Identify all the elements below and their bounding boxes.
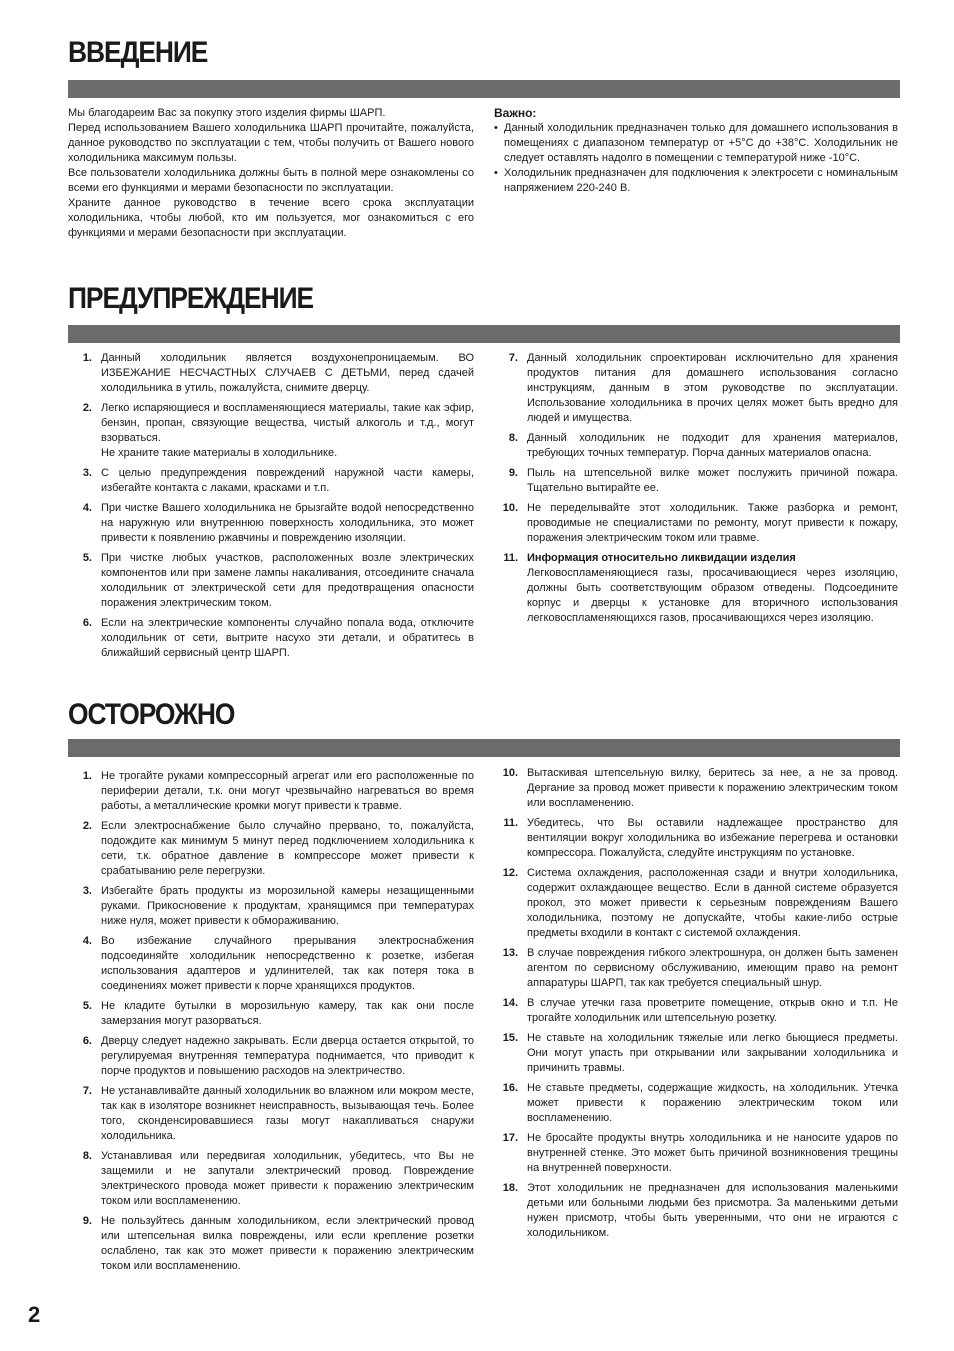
item-text: Избегайте брать продукты из морозильной камеры незащищенными руками. Прикосновение к продуктам, хранящимся при температурах ниже нуля, может привести к обмораживанию. (101, 885, 474, 927)
caution-heading: ОСТОРОЖНО (68, 698, 235, 731)
list-item (68, 769, 474, 814)
item-number: 8. (508, 432, 518, 444)
item-content (527, 501, 898, 546)
list-item (494, 501, 898, 546)
item-content (101, 551, 474, 611)
list-item (68, 501, 474, 546)
item-number: 3. (82, 467, 92, 479)
item-text: Не кладите бутылки в морозильную камеру, так как они после замерзания могут разорваться. (101, 1000, 474, 1027)
caution-list-left (68, 769, 474, 1279)
intro-paragraph: Перед использованием Вашего холодильника ШАРП прочитайте, пожалуйста, данное руководство по эксплуатации с тем, чтобы получить от Вашего нового холодильника максимум пользы. (68, 122, 474, 164)
important-title: Важно: (494, 106, 537, 120)
item-number: 7. (508, 352, 518, 364)
item-content (527, 946, 898, 991)
list-item (68, 551, 474, 611)
item-number: 4. (82, 502, 92, 514)
list-item (68, 616, 474, 661)
item-number: 8. (82, 1150, 92, 1162)
list-item (68, 884, 474, 929)
intro-paragraph: Мы благодарeим Вас за покупку этого изделия фирмы ШАРП. (68, 107, 386, 119)
item-number: 17. (502, 1132, 518, 1144)
item-text: Этот холодильник не предназначен для использования маленькими детьми или больными людьми без присмотра. За маленькими детьми нужен присмотр, чтобы быть уверенными, что они не играются с холодильником. (527, 1182, 898, 1239)
item-text: Не переделывайте этот холодильник. Также разборка и ремонт, проводимые не специалистами по ремонту, могут привести к пожару, поражения электрическим током или травме. (527, 502, 898, 544)
important-item-text: Холодильник предназначен для подключения к электросети с номинальным напряжением 220-240 В. (504, 167, 898, 194)
list-item (68, 1084, 474, 1144)
list-item (494, 996, 898, 1026)
item-content (101, 501, 474, 546)
list-item (494, 431, 898, 461)
intro-paragraph: Храните данное руководство в течение всего срока эксплуатации холодильника, чтобы любой, кто им пользуется, мог ознакомиться с его функциями и мерами безопасности при эксплуатации. (68, 197, 474, 239)
item-number: 1. (82, 352, 92, 364)
warning-list-right (494, 351, 898, 631)
warning-heading: ПРЕДУПРЕЖДЕНИЕ (68, 282, 314, 315)
item-text: С целью предупреждения повреждений наружной части камеры, избегайте контакта с лаками, красками и т.п. (101, 467, 474, 494)
item-number: 1. (82, 770, 92, 782)
item-content (527, 1081, 898, 1126)
list-item (68, 466, 474, 496)
list-item (494, 466, 898, 496)
item-number: 18. (502, 1182, 518, 1194)
item-text: Данный холодильник является воздухонепроницаемым. ВО ИЗБЕЖАНИЕ НЕСЧАСТНЫХ СЛУЧАЕВ С ДЕТЬМИ, перед сдачей холодильника в утиль, пожалуйста, снимите дверцу. (101, 352, 474, 394)
item-text: Не трогайте руками компрессорный агрегат или его расположенные по периферии детали, т.к. они могут чрезвычайно нагреваться во время работы, а металлические кромки могут привести к травме. (101, 770, 474, 812)
item-text: Не ставьте на холодильник тяжелые или легко бьющиеся предметы. Они могут упасть при открывании или закрывании холодильника и причинить травмы. (527, 1032, 898, 1074)
list-item (494, 866, 898, 941)
list-item (68, 999, 474, 1029)
intro-heading: ВВЕДЕНИЕ (68, 36, 208, 69)
list-item (68, 1214, 474, 1274)
item-number: 6. (82, 617, 92, 629)
important-item-text: Данный холодильник предназначен только для домашнего использования в помещениях с диапазоном температур от +5°С до +38°С. Холодильник не следует оставлять надолго в помещении с температурой ниже -10°С. (504, 122, 898, 164)
item-content (527, 1131, 898, 1176)
list-item (494, 1031, 898, 1076)
item-text: Пыль на штепсельной вилке может послужить причиной пожара. Тщательно вытирайте ее. (527, 467, 898, 494)
bullet-icon: • (494, 167, 498, 179)
section-divider-bar (68, 80, 900, 98)
item-number: 10. (502, 502, 518, 514)
item-number: 2. (82, 402, 92, 414)
important-item (494, 166, 898, 196)
item-content (101, 934, 474, 994)
item-number: 5. (82, 1000, 92, 1012)
list-item (68, 351, 474, 396)
list-item (68, 1149, 474, 1209)
item-text: Не ставьте предметы, содержащие жидкость, на холодильник. Утечка может привести к поражению электрическим током или воспламенению. (527, 1082, 898, 1124)
item-text: Если электроснабжение было случайно прервано, то, пожалуйста, подождите как минимум 5 минут перед подключением холодильника к сети, т.к. обратное давление в компрессоре может привести к срабатыванию реле перегрузки. (101, 820, 474, 877)
list-item (494, 1181, 898, 1241)
item-content (101, 616, 474, 661)
item-content (527, 351, 898, 426)
item-content (101, 769, 474, 814)
intro-text (68, 106, 474, 241)
list-item (68, 934, 474, 994)
caution-list-right (494, 766, 898, 1246)
list-item (494, 946, 898, 991)
item-number: 9. (82, 1215, 92, 1227)
item-content (101, 466, 474, 496)
list-item (68, 401, 474, 461)
item-number: 10. (502, 767, 518, 779)
item-content (527, 996, 898, 1026)
section-divider-bar (68, 325, 900, 343)
item-content (527, 1181, 898, 1241)
warning-list-left (68, 351, 474, 666)
intro-paragraph: Все пользователи холодильника должны быть в полной мере ознакомлены со всеми его функциями и мерами безопасности по эксплуатации. (68, 167, 474, 194)
item-text: Данный холодильник не подходит для хранения материалов, требующих точных температур. Порча данных материалов опасна. (527, 432, 898, 459)
item-number: 11. (503, 552, 518, 564)
bullet-icon: • (494, 122, 498, 134)
item-content (527, 466, 898, 496)
item-content (101, 819, 474, 879)
item-text: Не бросайте продукты внутрь холодильника и не наносите ударов по внутренней стенке. Это может быть причиной возникновения трещины на внутренней поверхности. (527, 1132, 898, 1174)
item-number: 11. (503, 817, 518, 829)
item-text: Легковоспламеняющиеся газы, просачивающиеся через изоляцию, должны быть соответствующим образом отведены. Подсоедините корпус и дверцы к установке для вторичного использования легковоспламеняющихся газов, просачивающихся через изоляцию. (527, 567, 898, 624)
item-content (527, 551, 898, 626)
item-number: 3. (82, 885, 92, 897)
list-item (494, 551, 898, 626)
item-number: 2. (82, 820, 92, 832)
item-content (101, 351, 474, 396)
item-text: Не устанавливайте данный холодильник во влажном или мокром месте, так как в изоляторе возникнет неисправность, вызывающая течь. Более того, сконденсировавшиеся газы могут накапливаться снаружи холодильника. (101, 1085, 474, 1142)
list-item (494, 1081, 898, 1126)
item-text: При чистке Вашего холодильника не брызгайте водой непосредственно на наружную или внутреннюю поверхность холодильника, это может привести к появлению ржавчины и повреждению изоляции. (101, 502, 474, 544)
item-content (527, 1031, 898, 1076)
item-text: Не пользуйтесь данным холодильником, если электрический провод или штепсельная вилка повреждены, или если крепление розетки ослаблено, так как это может привести к поражению электрическим током или воспламенению. (101, 1215, 474, 1272)
item-number: 5. (82, 552, 92, 564)
list-item (494, 1131, 898, 1176)
page-number: 2 (28, 1302, 41, 1327)
item-text: Во избежание случайного прерывания электроснабжения подсоединяйте холодильник непосредственно к розетке, избегая использования адаптеров и удлинителей, так как потеря тока в соединениях может привести к порче хранящихся продуктов. (101, 935, 474, 992)
item-content (527, 816, 898, 861)
list-item (68, 1034, 474, 1079)
item-text: Дверцу следует надежно закрывать. Если дверца остается открытой, то регулируемая внутренняя температура поднимается, что приводит к порче продуктов и повышению расходов на электричество. (101, 1035, 474, 1077)
important-note (494, 106, 898, 196)
item-content (101, 1034, 474, 1079)
section-divider-bar (68, 739, 900, 757)
item-number: 14. (502, 997, 518, 1009)
item-number: 15. (502, 1032, 518, 1044)
item-number: 7. (82, 1085, 92, 1097)
item-number: 6. (82, 1035, 92, 1047)
item-text: Данный холодильник спроектирован исключительно для хранения продуктов питания для домашнего использования согласно инструкциям, данным в этом руководстве по эксплуатации. Использование холодильника в прочих целях может быть вредно для людей и имущества. (527, 352, 898, 424)
item-text: При чистке любых участков, расположенных возле электрических компонентов или при замене лампы накаливания, отсоедините сначала холодильник от электрической сети для предотвращения опасности поражения электрическим током. (101, 552, 474, 609)
item-content (101, 401, 474, 461)
item-content (101, 884, 474, 929)
list-item (494, 351, 898, 426)
item-content (101, 1149, 474, 1209)
item-content (101, 999, 474, 1029)
list-item (68, 819, 474, 879)
item-text: Система охлаждения, расположенная сзади и внутри холодильника, содержит охлаждающее вещество. Если в данной системе образуется прокол, это может привести к серьезным повреждениям Вашего холодильника, поэтому не допускайте, чтобы какие-либо острые предметы входили в контакт с системой охлаждения. (527, 867, 898, 939)
item-text: Если на электрические компоненты случайно попала вода, отключите холодильник от сети, вытрите насухо эти детали, и обратитесь в ближайший сервисный центр ШАРП. (101, 617, 474, 659)
item-text: Устанавливая или передвигая холодильник, убедитесь, что Вы не защемили и не запутали электрический провод. Повреждение электрического провода может привести к поражению электрическим током или воспламенению. (101, 1150, 474, 1207)
important-item (494, 121, 898, 166)
item-heading: Информация относительно ликвидации изделия (527, 552, 796, 564)
item-content (101, 1214, 474, 1274)
item-content (527, 766, 898, 811)
item-text: В случае повреждения гибкого электрошнура, он должен быть заменен агентом по сервисному обслуживанию, имеющим право на ремонт аппаратуры ШАРП, так как требуется специальный шнур. (527, 947, 898, 989)
item-content (527, 866, 898, 941)
item-text: Убедитесь, что Вы оставили надлежащее пространство для вентиляции вокруг холодильника во избежание перегрева и остановки компрессора. Пожалуйста, следуйте инструкциям по установке. (527, 817, 898, 859)
list-item (494, 816, 898, 861)
item-text: Легко испаряющиеся и воспламеняющиеся материалы, такие как эфир, бензин, пропан, связующие вещества, чистый алкоголь и т.д., могут взорваться. Не храните такие материалы в холодильнике. (101, 402, 474, 459)
item-content (527, 431, 898, 461)
item-content (101, 1084, 474, 1144)
item-text: В случае утечки газа проветрите помещение, открыв окно и т.п. Не трогайте холодильник или штепсельную розетку. (527, 997, 898, 1024)
item-number: 13. (502, 947, 518, 959)
list-item (494, 766, 898, 811)
item-number: 9. (508, 467, 518, 479)
item-number: 16. (502, 1082, 518, 1094)
item-number: 12. (502, 867, 518, 879)
item-text: Вытаскивая штепсельную вилку, беритесь за нее, а не за провод. Дергание за провод может привести к поражению электрическим током или воспламенению. (527, 767, 898, 809)
item-number: 4. (82, 935, 92, 947)
